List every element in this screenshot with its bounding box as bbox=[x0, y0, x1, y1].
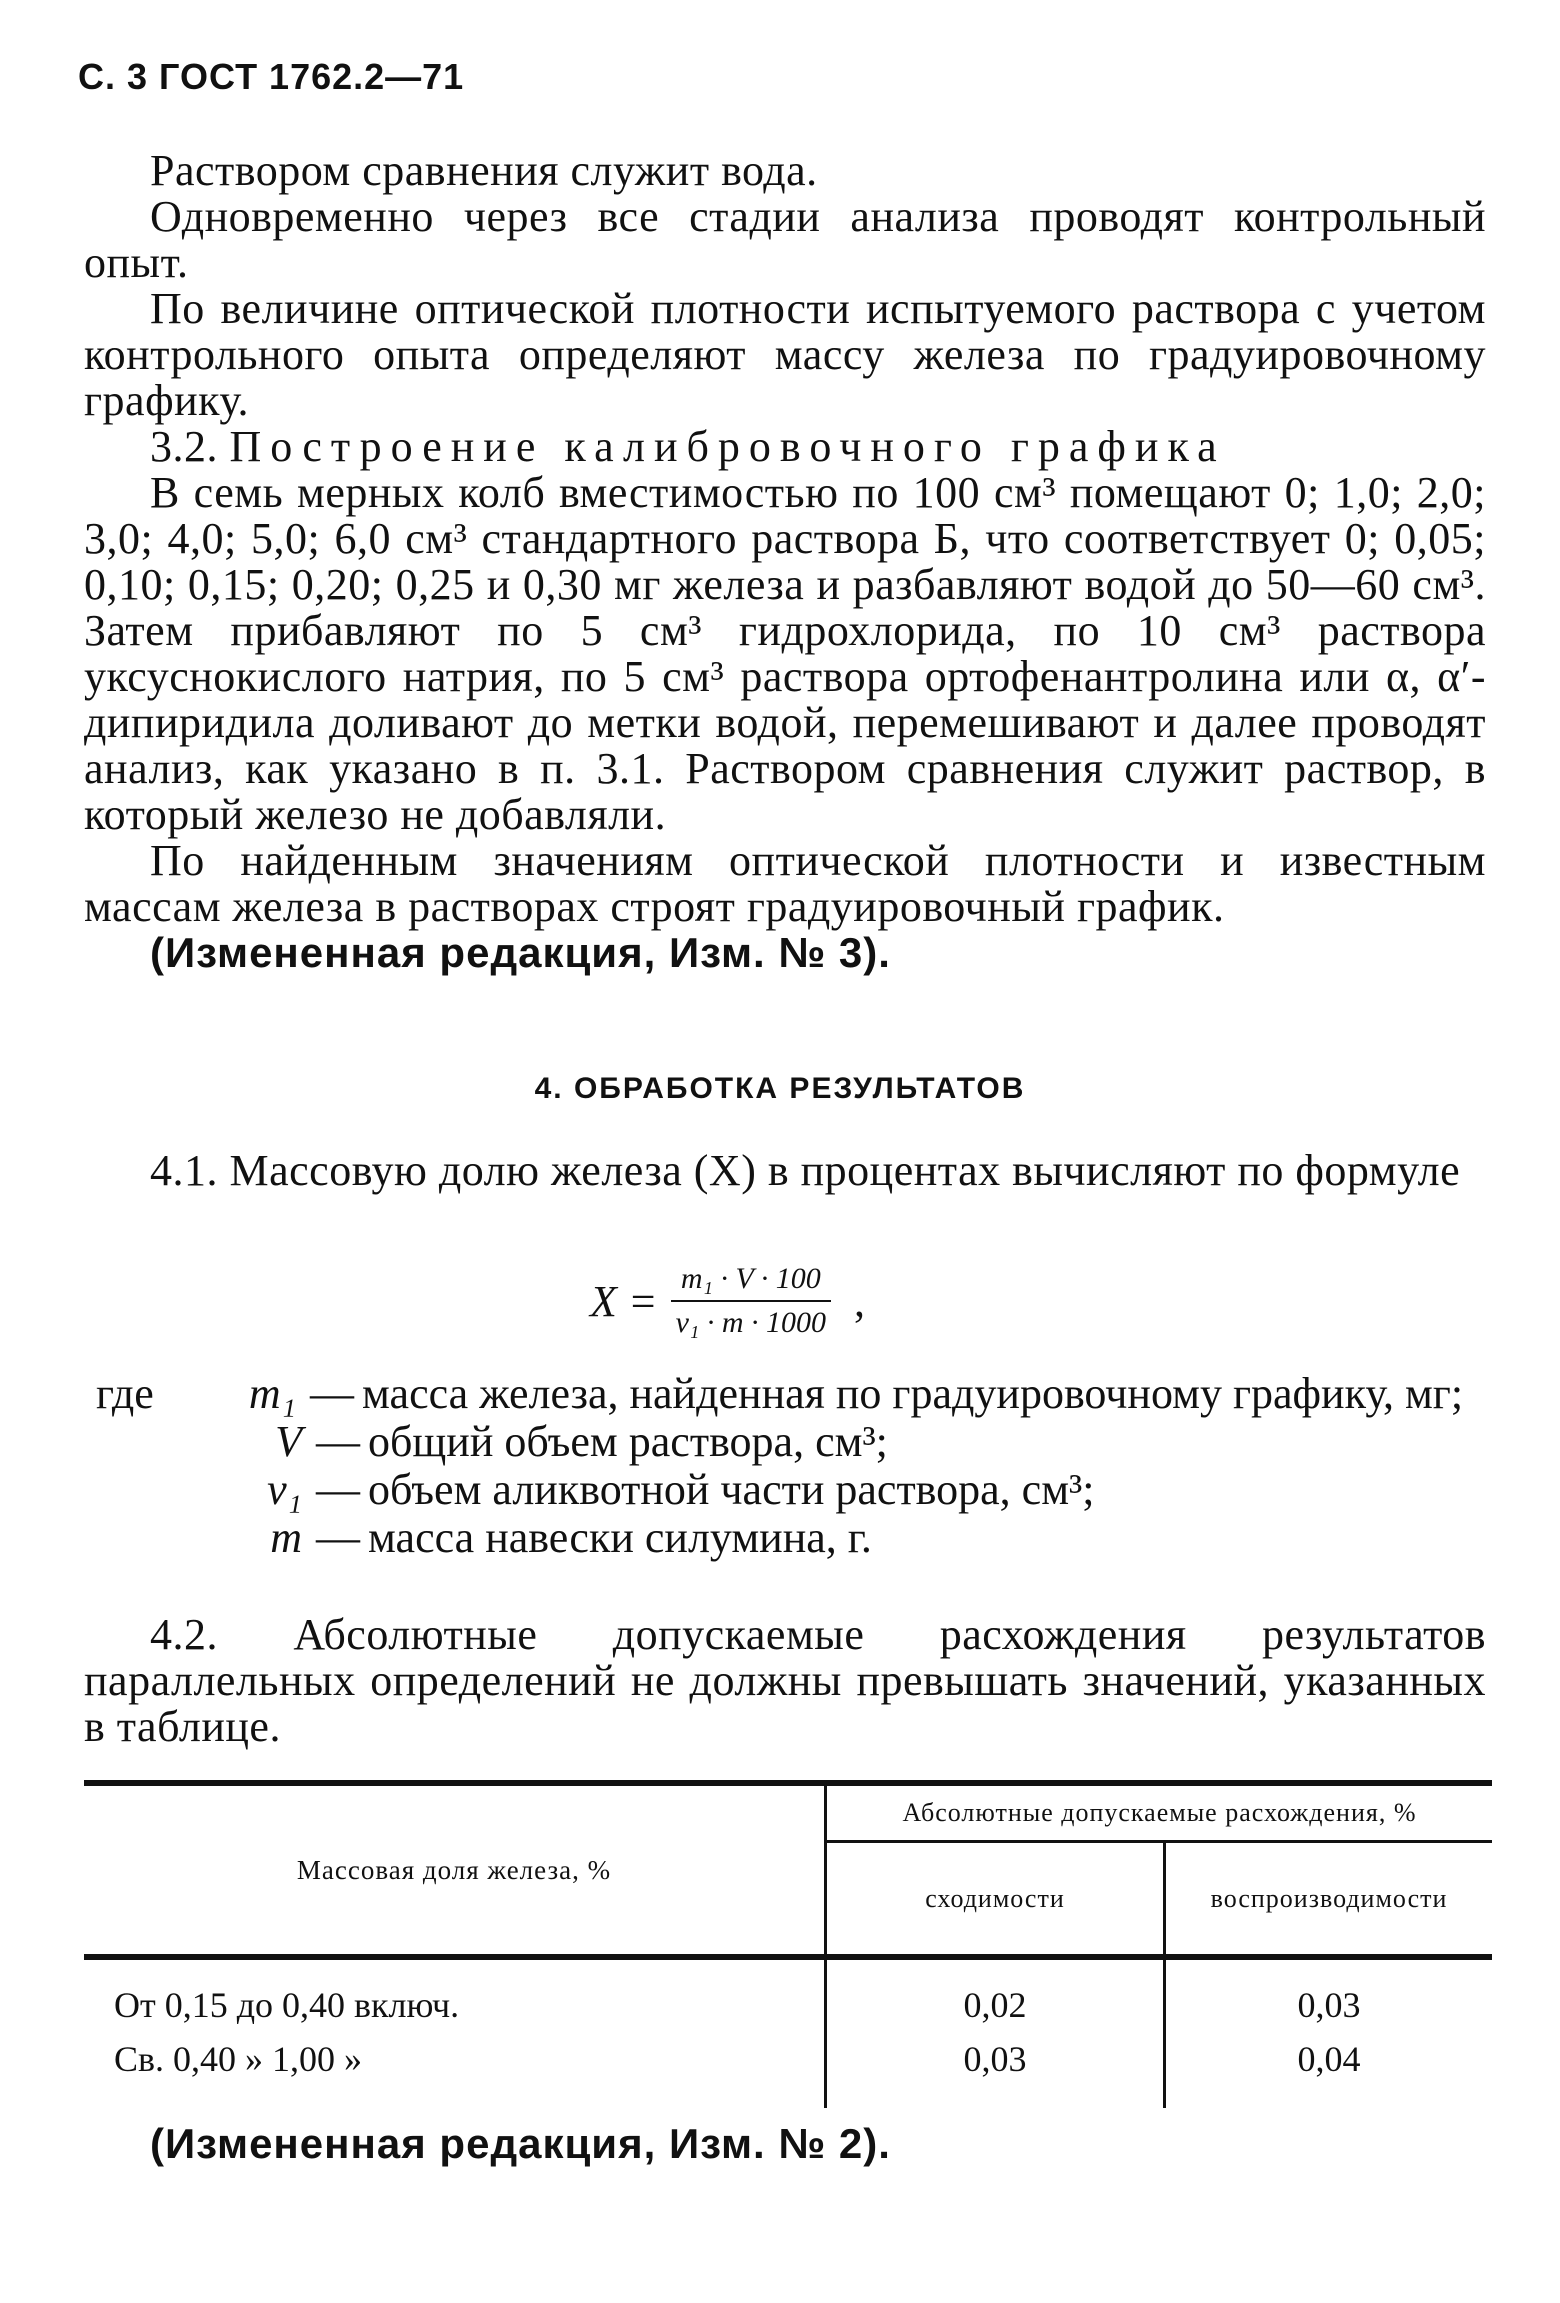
table-body bbox=[84, 1960, 1492, 2108]
formula-lhs: X = bbox=[590, 1276, 658, 1326]
table-cell: От 0,15 до 0,40 включ. bbox=[114, 1985, 460, 2025]
amendment-note-2: (Измененная редакция, Изм. № 2). bbox=[150, 2120, 891, 2167]
section-4-heading: 4. ОБРАБОТКА РЕЗУЛЬТАТОВ bbox=[534, 1072, 1026, 1105]
definition-row bbox=[96, 1466, 1472, 1514]
definition-dash: — bbox=[310, 1369, 354, 1418]
paragraph-iron-mass: По величине оптической плотности испытуемого раствора с учетом контрольного опыта определяют массу железа по градуировочному графику. bbox=[84, 284, 1486, 425]
paragraph-reference-solution: Раствором сравнения служит вода. bbox=[150, 146, 818, 195]
definition-dash: — bbox=[316, 1417, 360, 1466]
header-subcolumns bbox=[827, 1843, 1492, 1954]
formula-fraction bbox=[666, 1262, 836, 1340]
definition-dash: — bbox=[316, 1465, 360, 1514]
definition-symbol: m bbox=[270, 1513, 302, 1562]
where-label: где bbox=[96, 1369, 154, 1418]
definition-symbol: v₁ bbox=[267, 1465, 302, 1514]
section-4-1-block bbox=[84, 1148, 1486, 1194]
column-reproducibility bbox=[1166, 1960, 1492, 2108]
paragraph-4-2: 4.2. Абсолютные допускаемые расхождения результатов параллельных определений не должны превышать значений, указанных в таблице. bbox=[84, 1610, 1486, 1751]
top-block bbox=[84, 148, 1486, 976]
header-reproducibility: воспроизводимости bbox=[1210, 1883, 1448, 1913]
section-4-2-block bbox=[84, 1612, 1486, 1750]
table-cell: 0,03 bbox=[963, 2039, 1027, 2079]
section-3-2-number: 3.2. bbox=[150, 422, 218, 471]
definition-row bbox=[96, 1370, 1472, 1418]
formula-denominator: v₁ · m · 1000 bbox=[675, 1306, 826, 1339]
table-header bbox=[84, 1786, 1492, 1954]
paragraph-4-1: 4.1. Массовую долю железа (X) в процентах вычисляют по формуле bbox=[150, 1146, 1461, 1195]
tolerance-table bbox=[84, 1780, 1492, 2108]
definition-symbol: V bbox=[275, 1417, 302, 1466]
definition-text: общий объем раствора, см³; bbox=[368, 1417, 888, 1466]
definition-text: масса железа, найденная по градуировочному графику, мг; bbox=[362, 1369, 1464, 1418]
formula-numerator: m₁ · V · 100 bbox=[671, 1262, 831, 1302]
table-cell: 0,02 bbox=[963, 1985, 1027, 2025]
section-3-2-title: Построение калибровочного графика bbox=[229, 422, 1226, 471]
table-cell: 0,04 bbox=[1297, 2039, 1361, 2079]
table-cell: 0,03 bbox=[1297, 1985, 1361, 2025]
header-deviation: Абсолютные допускаемые расхождения, % bbox=[827, 1786, 1492, 1843]
column-repeatability bbox=[827, 1960, 1166, 2108]
definition-symbol: m₁ bbox=[248, 1369, 296, 1418]
formula-iron-fraction bbox=[590, 1262, 865, 1340]
formula-comma: , bbox=[854, 1276, 865, 1326]
paragraph-control-test: Одновременно через все стадии анализа проводят контрольный опыт. bbox=[84, 192, 1486, 287]
section-3-2-heading bbox=[84, 424, 1486, 470]
header-repeatability: сходимости bbox=[827, 1843, 1166, 1954]
definition-dash: — bbox=[316, 1513, 360, 1562]
amendment-note-3: (Измененная редакция, Изм. № 3). bbox=[150, 929, 891, 976]
definition-row bbox=[96, 1418, 1472, 1466]
section-3-2-paragraph-2: По найденным значениям оптической плотности и известным массам железа в растворах строят градуировочный график. bbox=[84, 836, 1486, 931]
column-iron-fraction bbox=[84, 1960, 827, 2108]
header-iron-fraction: Массовая доля железа, % bbox=[84, 1786, 827, 1954]
definition-text: масса навески силумина, г. bbox=[368, 1513, 872, 1562]
table-cell: Св. 0,40 » 1,00 » bbox=[114, 2039, 363, 2079]
definition-row bbox=[96, 1514, 1472, 1562]
variable-definitions bbox=[96, 1370, 1472, 1562]
page-header: С. 3 ГОСТ 1762.2—71 bbox=[78, 56, 465, 97]
header-deviation-group bbox=[827, 1786, 1492, 1954]
definition-text: объем аликвотной части раствора, см³; bbox=[368, 1465, 1095, 1514]
section-3-2-paragraph-1: В семь мерных колб вместимостью по 100 см³ помещают 0; 1,0; 2,0; 3,0; 4,0; 5,0; 6,0 см³ стандартного раствора Б, что соответствует 0; 0,05; 0,10; 0,15; 0,20; 0,25 и 0,30 мг железа и разбавляют водой до 50—60 см³. Затем прибавляют по 5 см³ гидрохлорида, по 10 см³ раствора уксуснокислого натрия, по 5 см³ раствора ортофенантролина или α, α′-дипиридила доливают до метки водой, перемешивают и далее проводят анализ, как указано в п. 3.1. Раствором сравнения служит раствор, в который железо не добавляли. bbox=[84, 468, 1486, 839]
